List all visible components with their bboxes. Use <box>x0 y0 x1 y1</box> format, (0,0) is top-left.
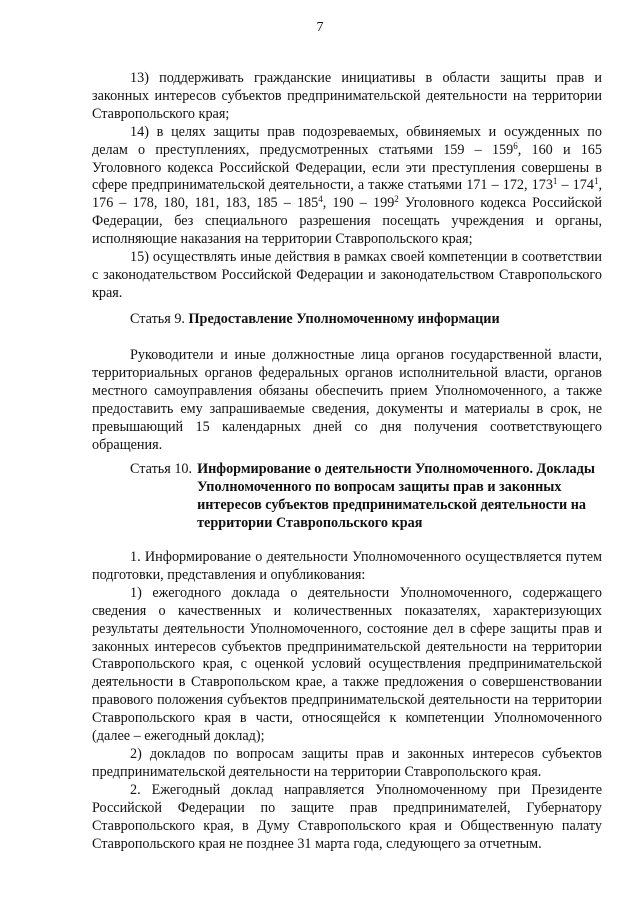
article-9-body <box>92 347 602 454</box>
article-10-paragraph-2: 2. Ежегодный доклад направляется Уполномоченному при Президенте Российской Федерации по защите прав предпринимателей, Губернатору Ставропольского края, в Думу Ставропольского края и Общественную палату Ставропольского края не позднее 31 марта года, следующего за отчетным. <box>92 781 602 852</box>
article-10-paragraph-1: 1. Информирование о деятельности Уполномоченного осуществляется путем подготовки, представления и опубликования: <box>92 549 602 583</box>
list-item-14 <box>92 124 602 249</box>
article-10-heading <box>130 461 600 533</box>
article-9-text: Руководители и иные должностные лица органов государственной власти, территориальных органов федеральных органов исполнительной власти, органов местного самоуправления обязаны обеспечить прием Уполномоченного, а также предоставить ему запрашиваемые сведения, документы и материалы в срок, не превышающий 15 календарных дней со дня получения соответствующего обращения. <box>92 347 602 453</box>
list-item-14-part-d: , 176 – 178, 180, 181, 183, 185 – 185 <box>92 177 602 212</box>
powers-list-continued <box>92 70 602 303</box>
list-item-14-part-b: , 160 и 165 Уголовного кодекса Российской Федерации, если эти преступления совершены в сфере предпринимательской деятельности, а также статьями 171 – 172, 173 <box>92 141 602 194</box>
article-9-title: Предоставление Уполномоченному информации <box>188 311 500 327</box>
superscript: 1 <box>552 176 558 187</box>
list-item-13: 13) поддерживать гражданские инициативы в области защиты прав и законных интересов субъектов предпринимательской деятельности на территории Ставропольского края; <box>92 70 602 122</box>
list-item-14-part-c: – 174 <box>557 177 594 194</box>
article-10-item-1: 1) ежегодного доклада о деятельности Уполномоченного, содержащего сведения о качественных и количественных показателях, характеризующих результаты деятельности Уполномоченного, состояние дел в сфере защиты прав и законных интересов субъектов предпринимательской деятельности на территории Ставропольского края, с оценкой условий осуществления предпринимательской деятельности в Ставропольском крае, а также предложения о совершенствовании правового положения субъектов предпринимательской деятельности на территории Ставропольского края в части, относящейся к компетенции Уполномоченного (далее – ежегодный доклад); <box>92 584 602 745</box>
list-item-14-part-a: 14) в целях защиты прав подозреваемых, обвиняемых и осужденных по делам о преступлениях, предусмотренных статьями 159 – 159 <box>92 123 602 158</box>
list-item-14-part-f: Уголовного кодекса Российской Федерации, без специального разрешения посещать учреждения и органы, исполняющие наказания на территории Ставропольского края; <box>92 195 603 248</box>
superscript: 4 <box>318 194 323 205</box>
superscript: 1 <box>593 176 599 187</box>
list-item-15: 15) осуществлять иные действия в рамках своей компетенции в соответствии с законодательством Российской Федерации и законодательством Ставропольского края. <box>92 249 602 301</box>
superscript: 6 <box>513 140 518 151</box>
article-10-label: Статья 10. <box>130 461 193 477</box>
article-9-label: Статья 9. <box>130 311 185 327</box>
article-9-heading <box>130 311 600 329</box>
list-item-14-part-e: , 190 – 199 <box>322 195 395 212</box>
article-10-body <box>92 549 602 853</box>
page-number: 7 <box>316 20 324 35</box>
article-10-title: Информирование о деятельности Уполномоченного. Доклады Уполномоченного по вопросам защиты прав и законных интересов субъектов предпринимательской деятельности на территории Ставропольского края <box>197 461 595 531</box>
article-10-item-2: 2) докладов по вопросам защиты прав и законных интересов субъектов предпринимательской деятельности на территории Ставропольского края. <box>92 745 602 780</box>
superscript: 2 <box>394 194 399 205</box>
